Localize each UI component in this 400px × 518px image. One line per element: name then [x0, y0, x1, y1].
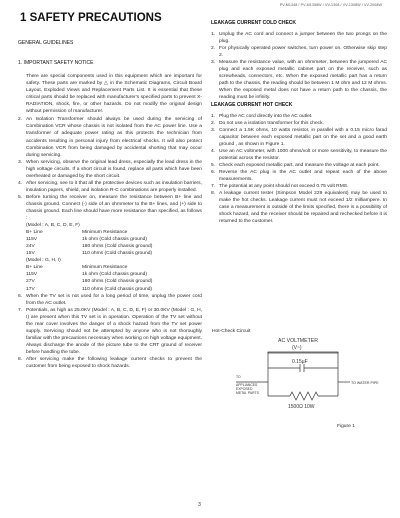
table-row: [26, 236, 202, 243]
guideline-item: [18, 159, 202, 180]
item-text: Use an AC voltmeter, with 1000 ohms/volt or more sensitivity, to measure the potential across the resistor.: [219, 148, 387, 161]
hot-check-item: [211, 183, 387, 190]
general-guidelines-heading: GENERAL GUIDELINES: [18, 40, 74, 46]
item-text: Connect a 1.5K ohms, 10 watts resistor, in parallel with a 0.15 micro farad capacitor between each exposed metallic part on the set and a good earth ground , as shown in Figure 1.: [219, 127, 387, 147]
item-text: Measure the resistance value, with an ohmmeter, between the jumpered AC plug and each exposed metallic cabinet part on the receiver, such as screwheads, connectors, etc. When the exposed metallic part has a return path to the chassis, the reading should be between 1 M ohm and 12 M ohms. When the exposed metal does not have a return path to the chassis, the reading must be infinity.: [219, 60, 387, 101]
item-number: 2.: [18, 117, 23, 123]
item-text: Check each exposed metallic part, and measure the voltage at each point.: [219, 162, 380, 168]
minimum-resistance: 1k ohm (Cold chassis ground): [82, 272, 147, 278]
item-number: 4.: [211, 148, 216, 154]
model-header: PV-M1348 / PV-M1358W / VV-1308 / VV-1308W / VV-2008W: [279, 3, 382, 7]
item-number: 2.: [211, 46, 216, 52]
right-label: TO WATER PIPE: [351, 381, 379, 385]
item-number: 2.: [211, 120, 216, 126]
page-title: 1 SAFETY PRECAUTIONS: [20, 12, 162, 24]
hot-check-item: [211, 169, 387, 183]
item-text: Potentials, as high as 25.0KV (Model : A, B, C, D, E, F) or 30.0KV (Model : G, H, I) are present when this TV set is in operation. Operation of the TV set without the rear cover involves the danger of a shock hazard from the TV set power supply. Servicing should not be attempted by anyone who is not thoroughly familiar with the precautions necessary when working on high voltage equipment. Always discharge the anode of the picture tube to the CRT ground of receiver before handling the tube.: [26, 307, 202, 355]
hot-check-item: [211, 127, 387, 148]
item-number: 8.: [18, 356, 23, 362]
left-label-4: METAL PARTS: [236, 391, 259, 395]
item-number: 6.: [211, 169, 216, 175]
guideline-item: [18, 116, 202, 158]
resistor-symbol: [290, 392, 318, 400]
b-plus-line: 27V: [26, 279, 35, 285]
minimum-resistance: 180 ohms (Cold chassis ground): [82, 279, 153, 285]
item-text: Do not use a isolation transformer for this check.: [219, 120, 324, 126]
safety-notice-heading: 1. IMPORTANT SAFETY NOTICE: [18, 60, 94, 67]
table-header-resistance: Minimum Resistance: [82, 265, 128, 271]
hot-check-item: [211, 148, 387, 162]
guideline-item: [18, 307, 202, 356]
item-number: 3.: [211, 60, 216, 66]
resistance-table-1: [26, 222, 202, 292]
voltmeter-symbol: (V~): [292, 345, 302, 351]
b-plus-line: 115V: [26, 272, 38, 278]
table-row: [26, 271, 202, 278]
table-row: [26, 286, 202, 293]
item-number: 5.: [18, 194, 23, 200]
left-label-2: APPLIANCES: [236, 383, 258, 387]
minimum-resistance: 110 ohms (Cold chassis ground): [82, 286, 153, 292]
item-text: After servicing make the following leakage current checks to prevent the customer from being exposed to shock hazards.: [26, 356, 202, 370]
item-number: 4.: [18, 180, 23, 186]
b-plus-line: 115V: [26, 237, 38, 243]
table-row: [26, 243, 202, 250]
left-column: [18, 40, 202, 370]
item-text: After servicing, see to it that all the protective devices such as insulation barriers, insulation papers, shield, and isolation R-C combinations are properly installed.: [26, 180, 202, 193]
cold-check-item: [211, 31, 387, 45]
guideline-item: [18, 194, 202, 222]
table-header-resistance: Minimum Resistance: [82, 230, 128, 236]
item-number: 8.: [211, 191, 216, 197]
hot-check-item: [211, 120, 387, 127]
item-text: An Isolation Transformer should always be used during the servicing of Combination VCR whose chassis is not isolated from the AC power line. Use a transformer of adequate power rating as this protects the technician from accidents resulting in personal injury from electrical shocks. It will also protect Combination VCR from being damaged by accidental shorting that may occur during servicing.: [26, 117, 202, 158]
cold-check-item: [211, 45, 387, 59]
cold-check-heading: LEAKAGE CURRENT COLD CHECK: [211, 20, 296, 26]
table-header: [26, 229, 202, 236]
b-plus-line: 24V: [26, 244, 35, 250]
minimum-resistance: 1k ohm (Cold chassis ground): [82, 237, 147, 243]
item-text: Plug the AC cord directly into the AC outlet.: [219, 113, 313, 119]
figure-label: Hot-Check Circuit: [212, 329, 251, 334]
right-column: [211, 20, 387, 225]
safety-notice-text: There are special components used in this equipment which are important for safety. These parts are marked by △ in the Schematic Diagrams, Circuit Board Layout, Exploded Views and Replacement Parts List. It is essential that these critical parts should be replaced with manufacturer's specified parts to prevent X-RADIATION, shock, fire, or other hazards. Do not modify the original design without permission of manufacturer.: [26, 74, 202, 115]
hot-check-heading: LEAKAGE CURRENT HOT CHECK: [211, 101, 293, 108]
left-label-3: EXPOSED: [236, 387, 253, 391]
item-number: 7.: [18, 307, 23, 313]
b-plus-line: 17V: [26, 286, 35, 292]
item-number: 1.: [211, 32, 216, 38]
page-number: 3: [198, 502, 201, 508]
table-row: [26, 250, 202, 257]
item-text: The potential at any point should not exceed 0.75 volt RMS.: [219, 184, 349, 190]
item-number: 7.: [211, 184, 216, 190]
left-label-1: TO: [236, 375, 241, 379]
cold-check-item: [211, 59, 387, 101]
minimum-resistance: 180 ohms (Cold chassis ground): [82, 244, 153, 250]
item-number: 3.: [18, 159, 23, 165]
item-text: A leakage current tester (Simpson Model 229 equivalent) may be used to make the hot checks. Leakage current must not exceed 1/2 milliampere. In case a measurement is outside of the limits specified, there is a possibility of shock hazard, and the receiver should be repaired and rechecked before it is returned to the customer.: [219, 191, 387, 225]
hot-check-item: [211, 162, 387, 169]
table-header-line: B+ Line: [26, 265, 43, 271]
minimum-resistance: 110 ohms (Cold chassis ground): [82, 251, 153, 257]
voltmeter-box: [268, 352, 338, 353]
item-number: 5.: [211, 162, 216, 168]
guideline-item: [18, 356, 202, 370]
item-number: 3.: [211, 127, 216, 133]
table-header-line: B+ Line: [26, 230, 43, 236]
b-plus-line: 15V: [26, 251, 35, 257]
resistor-label: 1500Ω 10W: [288, 404, 315, 410]
voltmeter-label: AC VOLTMETER: [278, 338, 318, 344]
item-text: Reverse the AC plug in the AC outlet and repeat each of the above measurements.: [219, 169, 387, 182]
table-model-label: (Model : A, B, C, D, E, F): [26, 223, 80, 229]
hot-check-item: [211, 113, 387, 120]
item-number: 1.: [211, 113, 216, 119]
guideline-item: [18, 180, 202, 194]
guideline-item: [18, 293, 202, 307]
figure-caption: Figure 1: [337, 424, 355, 429]
item-text: When the TV set is not used for a long period of time, unplug the power cord from the AC outlet.: [26, 293, 202, 306]
hot-check-item: [211, 190, 387, 225]
item-number: 6.: [18, 293, 23, 299]
item-text: Before turning the receiver on, measure the resistance between B+ line and chassis ground. Connect (-) side of an ohmmeter to the B+ lines, and (+) side to chassis ground. Each line should have more resistance than specified, as follows :: [26, 194, 202, 222]
table-model-label: (Model : G, H, I): [26, 258, 61, 264]
table-header: [26, 264, 202, 271]
item-text: When servicing, observe the original lead dress, especially the lead dress in the high voltage circuits. If a short circuit is found, replace all parts which have been overheated or damaged by the short circuit.: [26, 159, 202, 179]
table-row: [26, 278, 202, 285]
capacitor-label: 0.15µF: [292, 359, 308, 365]
item-text: Unplug the AC cord and connect a jumper between the two prongs on the plug.: [219, 32, 387, 45]
item-text: For physically operated power switches, turn power on. Otherwise skip step 2.: [219, 46, 387, 59]
hot-check-circuit-diagram: [232, 336, 382, 416]
